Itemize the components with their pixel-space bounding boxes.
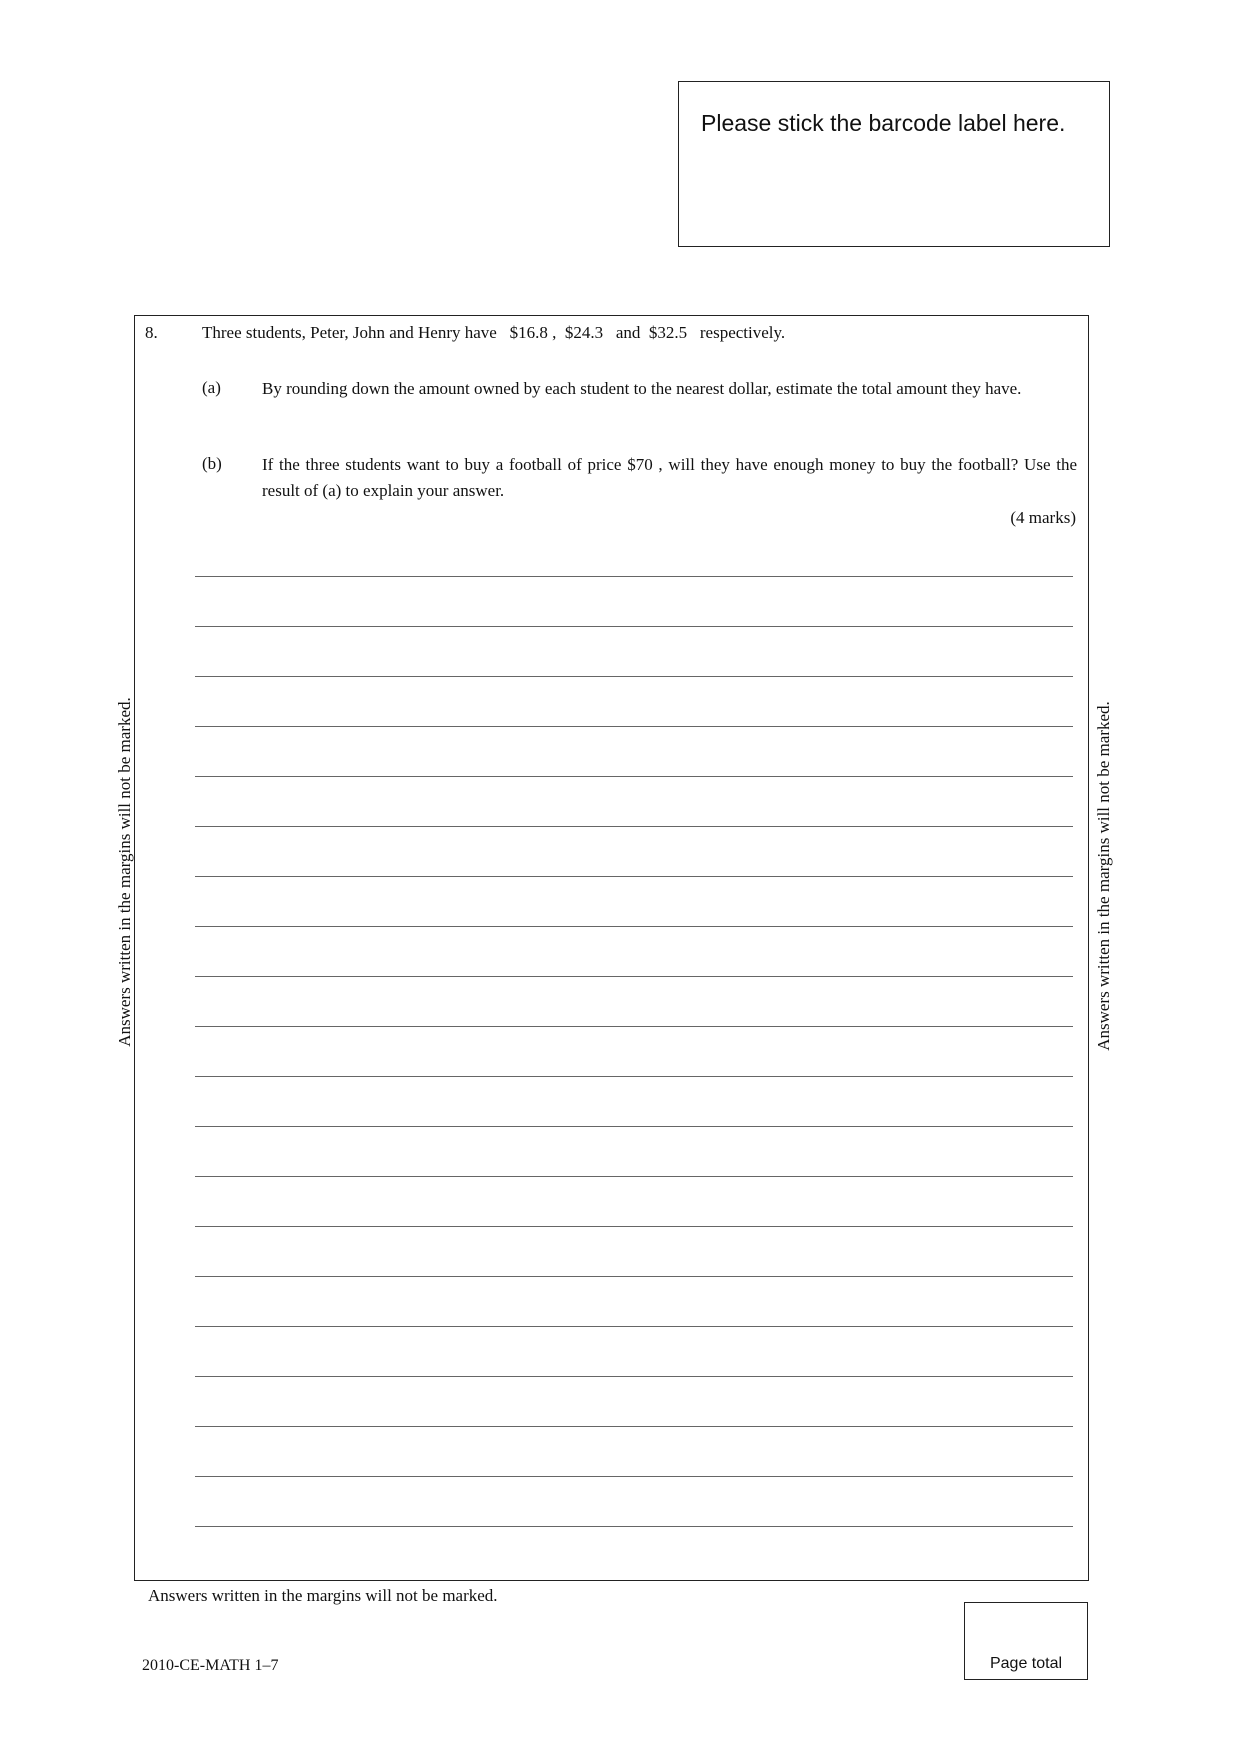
answer-line[interactable] <box>195 1476 1073 1477</box>
page-total-box[interactable] <box>964 1602 1088 1680</box>
left-margin-note: Answers written in the margins will not be marked. <box>115 697 134 1047</box>
answer-line[interactable] <box>195 826 1073 827</box>
answer-line[interactable] <box>195 876 1073 877</box>
marks-allocation: (4 marks) <box>1010 508 1076 527</box>
answer-line[interactable] <box>195 1326 1073 1327</box>
answer-line[interactable] <box>195 576 1073 577</box>
answer-frame <box>134 315 1089 1581</box>
barcode-instruction: Please stick the barcode label here. <box>701 110 1066 136</box>
footer-margin-note: Answers written in the margins will not be marked. <box>148 1586 498 1605</box>
answer-line[interactable] <box>195 1426 1073 1427</box>
part-b-text: If the three students want to buy a football of price $70 , will they have enough money to buy the football? Use the result of (a) to explain your answer. <box>262 455 1077 500</box>
part-a-text: By rounding down the amount owned by each student to the nearest dollar, estimate the total amount they have. <box>262 379 1022 398</box>
paper-code: 2010-CE-MATH 1–7 <box>142 1657 279 1674</box>
answer-line[interactable] <box>195 776 1073 777</box>
part-a-label: (a) <box>202 378 221 397</box>
answer-line[interactable] <box>195 1276 1073 1277</box>
question-stem: Three students, Peter, John and Henry have $16.8 , $24.3 and $32.5 respectively. <box>202 323 786 342</box>
part-b-label: (b) <box>202 454 222 473</box>
answer-line[interactable] <box>195 976 1073 977</box>
answer-line[interactable] <box>195 1176 1073 1177</box>
answer-line[interactable] <box>195 676 1073 677</box>
answer-line[interactable] <box>195 1126 1073 1127</box>
answer-line[interactable] <box>195 1076 1073 1077</box>
question-number: 8. <box>145 323 158 342</box>
answer-line[interactable] <box>195 1526 1073 1527</box>
page-total-label: Page total <box>989 1655 1063 1672</box>
answer-line[interactable] <box>195 926 1073 927</box>
barcode-label-box <box>678 81 1110 247</box>
answer-line[interactable] <box>195 1226 1073 1227</box>
answer-line[interactable] <box>195 1026 1073 1027</box>
answer-line[interactable] <box>195 726 1073 727</box>
answer-line[interactable] <box>195 626 1073 627</box>
right-margin-note: Answers written in the margins will not be marked. <box>1094 701 1113 1051</box>
answer-line[interactable] <box>195 1376 1073 1377</box>
